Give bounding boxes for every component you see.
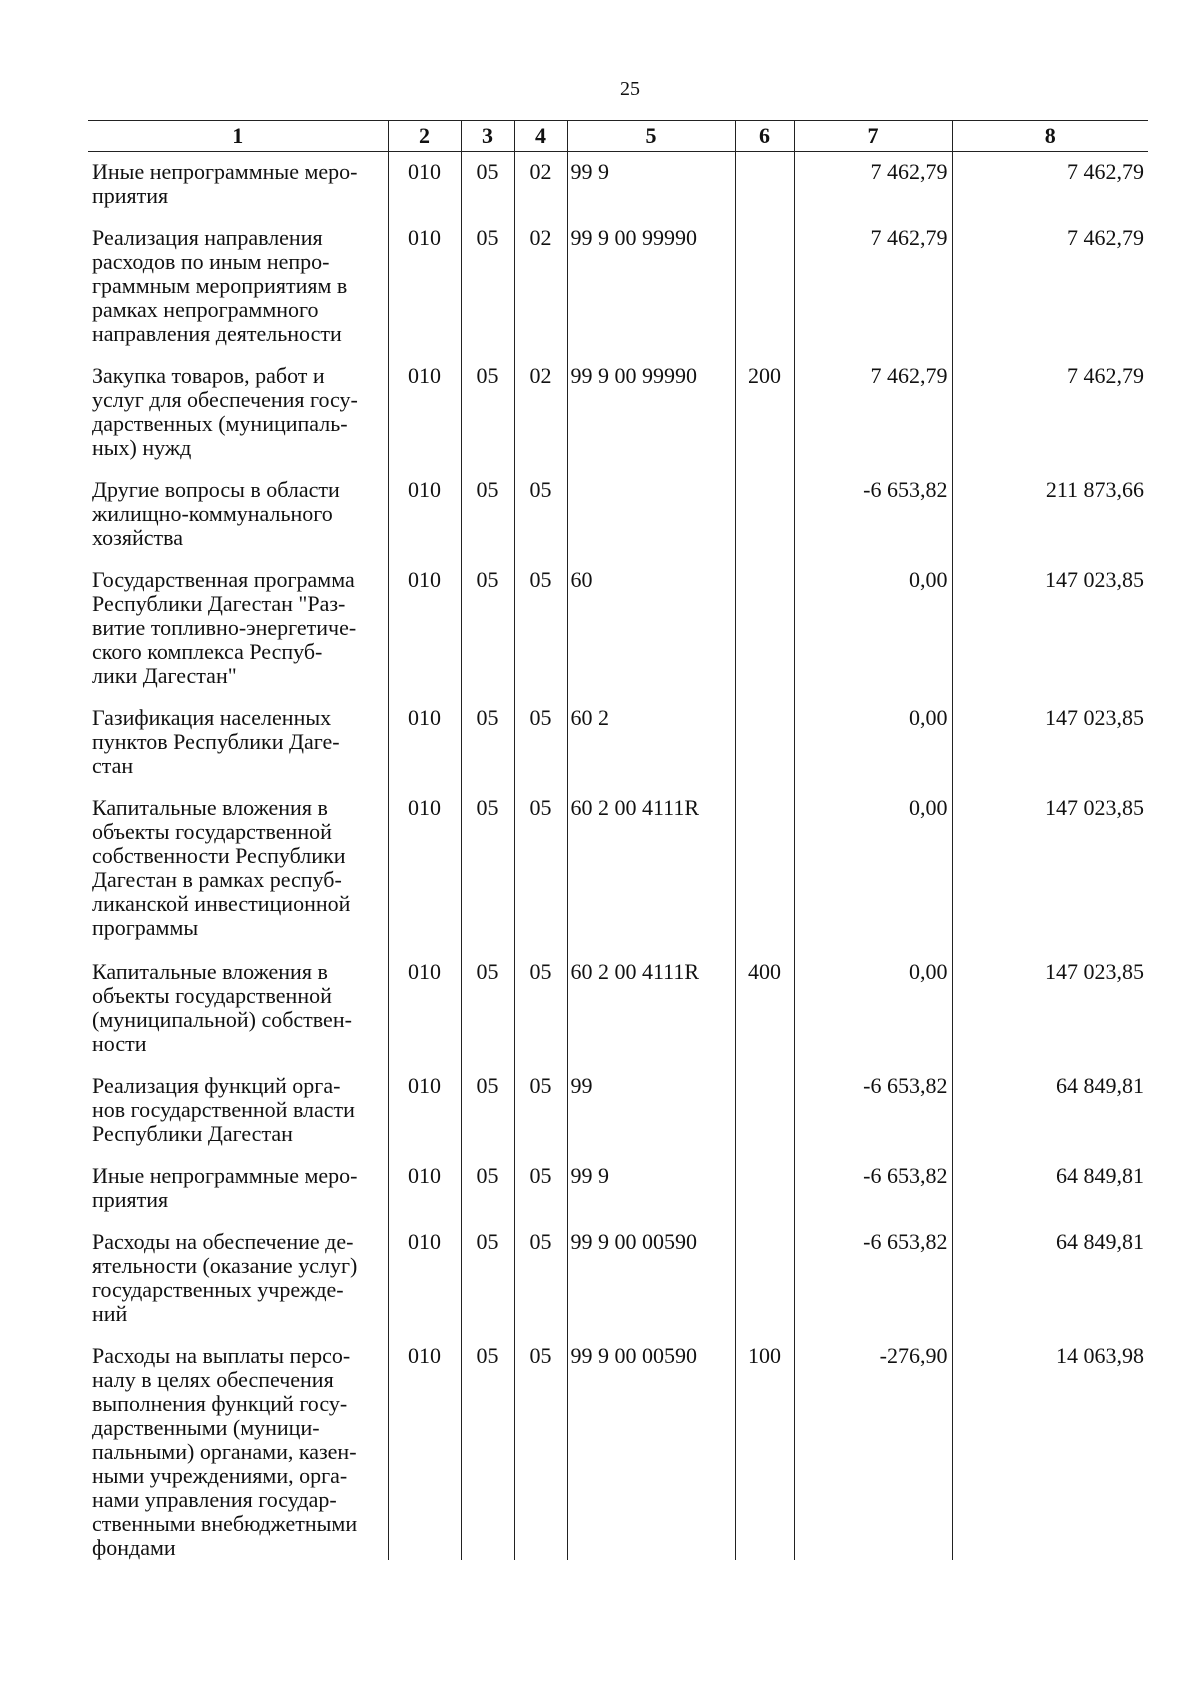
row-col-3: 05	[461, 356, 514, 470]
row-col-7: -6 653,82	[794, 1222, 952, 1336]
row-name	[88, 788, 388, 952]
row-col-7: 0,00	[794, 560, 952, 698]
row-name	[88, 952, 388, 1066]
row-name-line: Расходы на обеспечение де-	[92, 1228, 354, 1254]
row-name-line: Капитальные вложения в	[92, 958, 328, 984]
row-name-line: граммным мероприятиям в	[92, 272, 348, 298]
row-name-line: налу в целях обеспечения	[92, 1366, 334, 1392]
row-col-2: 010	[388, 1066, 461, 1156]
row-name-line: государственных учрежде-	[92, 1276, 344, 1302]
row-col-6: 400	[735, 952, 794, 1066]
row-name-line: Государственная программа	[92, 566, 355, 592]
row-col-3: 05	[461, 470, 514, 560]
row-name-line: объекты государственной	[92, 818, 332, 844]
row-col-2: 010	[388, 470, 461, 560]
table-row	[88, 218, 1148, 356]
row-name-line: Расходы на выплаты персо-	[92, 1342, 351, 1368]
row-name-line: ственными внебюджетными	[92, 1510, 358, 1536]
row-col-7: 7 462,79	[794, 218, 952, 356]
row-col-5	[567, 470, 735, 560]
row-col-7: 0,00	[794, 952, 952, 1066]
row-col-2: 010	[388, 218, 461, 356]
table-row	[88, 1156, 1148, 1222]
row-name-line: направления деятельности	[92, 320, 342, 346]
row-col-5: 99	[567, 1066, 735, 1156]
row-col-8: 211 873,66	[952, 470, 1148, 560]
row-col-6	[735, 788, 794, 952]
row-col-2: 010	[388, 1336, 461, 1560]
row-name-line: ных) нужд	[92, 434, 192, 460]
row-col-2: 010	[388, 952, 461, 1066]
row-name-line: стан	[92, 752, 134, 778]
row-col-2: 010	[388, 788, 461, 952]
row-col-6: 200	[735, 356, 794, 470]
row-name-line: жилищно-коммунального	[92, 500, 333, 526]
row-col-4: 05	[514, 788, 567, 952]
table-header	[88, 121, 1148, 152]
row-col-7: -276,90	[794, 1336, 952, 1560]
table-row	[88, 1336, 1148, 1560]
row-name-line: ности	[92, 1030, 147, 1056]
row-name-line: витие топливно-энергетиче-	[92, 614, 357, 640]
row-col-5: 60 2 00 4111R	[567, 788, 735, 952]
row-name-line: Дагестан в рамках респуб-	[92, 866, 342, 892]
row-col-5: 99 9 00 00590	[567, 1222, 735, 1336]
row-col-6	[735, 1156, 794, 1222]
row-col-5: 99 9	[567, 152, 735, 218]
row-name	[88, 698, 388, 788]
row-col-3: 05	[461, 698, 514, 788]
row-col-6	[735, 152, 794, 218]
row-col-3: 05	[461, 152, 514, 218]
row-col-4: 05	[514, 1336, 567, 1560]
header-col-2: 2	[388, 121, 461, 152]
row-col-5: 99 9	[567, 1156, 735, 1222]
row-name-line: дарственными (муници-	[92, 1414, 320, 1440]
row-col-4: 02	[514, 218, 567, 356]
row-name-line: Реализация функций орга-	[92, 1072, 341, 1098]
row-name	[88, 1156, 388, 1222]
table-row	[88, 1066, 1148, 1156]
row-name-line: Реализация направления	[92, 224, 323, 250]
row-name-line: Республики Дагестан	[92, 1120, 293, 1146]
row-col-6	[735, 218, 794, 356]
row-col-8: 147 023,85	[952, 698, 1148, 788]
row-col-7: -6 653,82	[794, 1156, 952, 1222]
row-col-2: 010	[388, 356, 461, 470]
row-col-8: 7 462,79	[952, 356, 1148, 470]
table-row	[88, 560, 1148, 698]
row-name-line: хозяйства	[92, 524, 183, 550]
table-body	[88, 152, 1148, 1560]
row-name-line: рамках непрограммного	[92, 296, 319, 322]
header-col-6: 6	[735, 121, 794, 152]
row-name-line: собственности Республики	[92, 842, 346, 868]
row-name-line: Закупка товаров, работ и	[92, 362, 325, 388]
row-col-5: 99 9 00 99990	[567, 218, 735, 356]
header-col-4: 4	[514, 121, 567, 152]
row-name-line: Газификация населенных	[92, 704, 332, 730]
row-col-3: 05	[461, 952, 514, 1066]
table-row	[88, 698, 1148, 788]
row-name-line: фондами	[92, 1534, 176, 1560]
table-row	[88, 952, 1148, 1066]
row-col-4: 05	[514, 1156, 567, 1222]
row-col-3: 05	[461, 218, 514, 356]
row-col-8: 147 023,85	[952, 952, 1148, 1066]
row-name-line: ний	[92, 1300, 128, 1326]
row-name-line: услуг для обеспечения госу-	[92, 386, 358, 412]
row-name-line: нов государственной власти	[92, 1096, 355, 1122]
header-col-7: 7	[794, 121, 952, 152]
row-col-7: -6 653,82	[794, 470, 952, 560]
row-col-7: -6 653,82	[794, 1066, 952, 1156]
row-name	[88, 356, 388, 470]
row-col-4: 05	[514, 1222, 567, 1336]
row-name-line: приятия	[92, 1186, 169, 1212]
row-col-5: 99 9 00 99990	[567, 356, 735, 470]
row-name-line: ского комплекса Респуб-	[92, 638, 323, 664]
row-name	[88, 152, 388, 218]
row-name-line: дарственных (муниципаль-	[92, 410, 348, 436]
header-row	[88, 121, 1148, 152]
row-name-line: приятия	[92, 183, 169, 208]
row-col-8: 64 849,81	[952, 1066, 1148, 1156]
row-col-3: 05	[461, 1156, 514, 1222]
row-col-7: 0,00	[794, 788, 952, 952]
row-name	[88, 1336, 388, 1560]
row-name-line: ликанской инвестиционной	[92, 890, 351, 916]
row-col-5: 60 2 00 4111R	[567, 952, 735, 1066]
row-col-8: 64 849,81	[952, 1222, 1148, 1336]
row-name-line: лики Дагестан"	[92, 662, 237, 688]
row-col-2: 010	[388, 1156, 461, 1222]
row-name-line: пальными) органами, казен-	[92, 1438, 357, 1464]
row-name-line: выполнения функций госу-	[92, 1390, 348, 1416]
row-col-4: 05	[514, 698, 567, 788]
row-col-3: 05	[461, 1222, 514, 1336]
row-name-line: Республики Дагестан "Раз-	[92, 590, 346, 616]
row-name-line: пунктов Республики Даге-	[92, 728, 340, 754]
row-col-5: 60	[567, 560, 735, 698]
row-col-5: 60 2	[567, 698, 735, 788]
row-col-5: 99 9 00 00590	[567, 1336, 735, 1560]
row-name	[88, 560, 388, 698]
row-name-line: Капитальные вложения в	[92, 794, 328, 820]
row-name-line: программы	[92, 914, 199, 940]
header-col-3: 3	[461, 121, 514, 152]
row-col-3: 05	[461, 560, 514, 698]
row-col-2: 010	[388, 698, 461, 788]
table-row	[88, 1222, 1148, 1336]
row-col-8: 7 462,79	[952, 152, 1148, 218]
row-name	[88, 470, 388, 560]
row-col-6	[735, 560, 794, 698]
row-col-2: 010	[388, 560, 461, 698]
row-name	[88, 1222, 388, 1336]
row-col-4: 05	[514, 1066, 567, 1156]
row-col-7: 7 462,79	[794, 152, 952, 218]
row-col-8: 64 849,81	[952, 1156, 1148, 1222]
row-name-line: ятельности (оказание услуг)	[92, 1252, 358, 1278]
row-col-6	[735, 1222, 794, 1336]
row-name-line: ными учреждениями, орга-	[92, 1462, 348, 1488]
page-number: 25	[620, 78, 640, 100]
header-col-1: 1	[88, 121, 388, 152]
row-col-2: 010	[388, 152, 461, 218]
row-col-4: 05	[514, 560, 567, 698]
row-name-line: нами управления государ-	[92, 1486, 337, 1512]
row-name	[88, 1066, 388, 1156]
row-col-8: 147 023,85	[952, 560, 1148, 698]
row-name-line: Иные непрограммные меро-	[92, 159, 358, 184]
row-name	[88, 218, 388, 356]
header-col-5: 5	[567, 121, 735, 152]
row-col-4: 02	[514, 356, 567, 470]
row-col-6: 100	[735, 1336, 794, 1560]
row-col-8: 7 462,79	[952, 218, 1148, 356]
table-row	[88, 788, 1148, 952]
row-col-4: 05	[514, 952, 567, 1066]
row-col-3: 05	[461, 1336, 514, 1560]
row-col-7: 0,00	[794, 698, 952, 788]
row-col-8: 14 063,98	[952, 1336, 1148, 1560]
header-col-8: 8	[952, 121, 1148, 152]
row-col-7: 7 462,79	[794, 356, 952, 470]
row-name-line: Другие вопросы в области	[92, 476, 340, 502]
row-col-4: 02	[514, 152, 567, 218]
table-row	[88, 356, 1148, 470]
row-name-line: объекты государственной	[92, 982, 332, 1008]
table-row	[88, 470, 1148, 560]
budget-table	[88, 120, 1148, 1560]
row-col-6	[735, 698, 794, 788]
row-col-2: 010	[388, 1222, 461, 1336]
row-col-8: 147 023,85	[952, 788, 1148, 952]
row-name-line: расходов по иным непро-	[92, 248, 330, 274]
table-row	[88, 152, 1148, 218]
row-col-6	[735, 1066, 794, 1156]
row-name-line: Иные непрограммные меро-	[92, 1162, 358, 1188]
row-name-line: (муниципальной) собствен-	[92, 1006, 352, 1032]
row-col-3: 05	[461, 1066, 514, 1156]
row-col-6	[735, 470, 794, 560]
row-col-3: 05	[461, 788, 514, 952]
row-col-4: 05	[514, 470, 567, 560]
